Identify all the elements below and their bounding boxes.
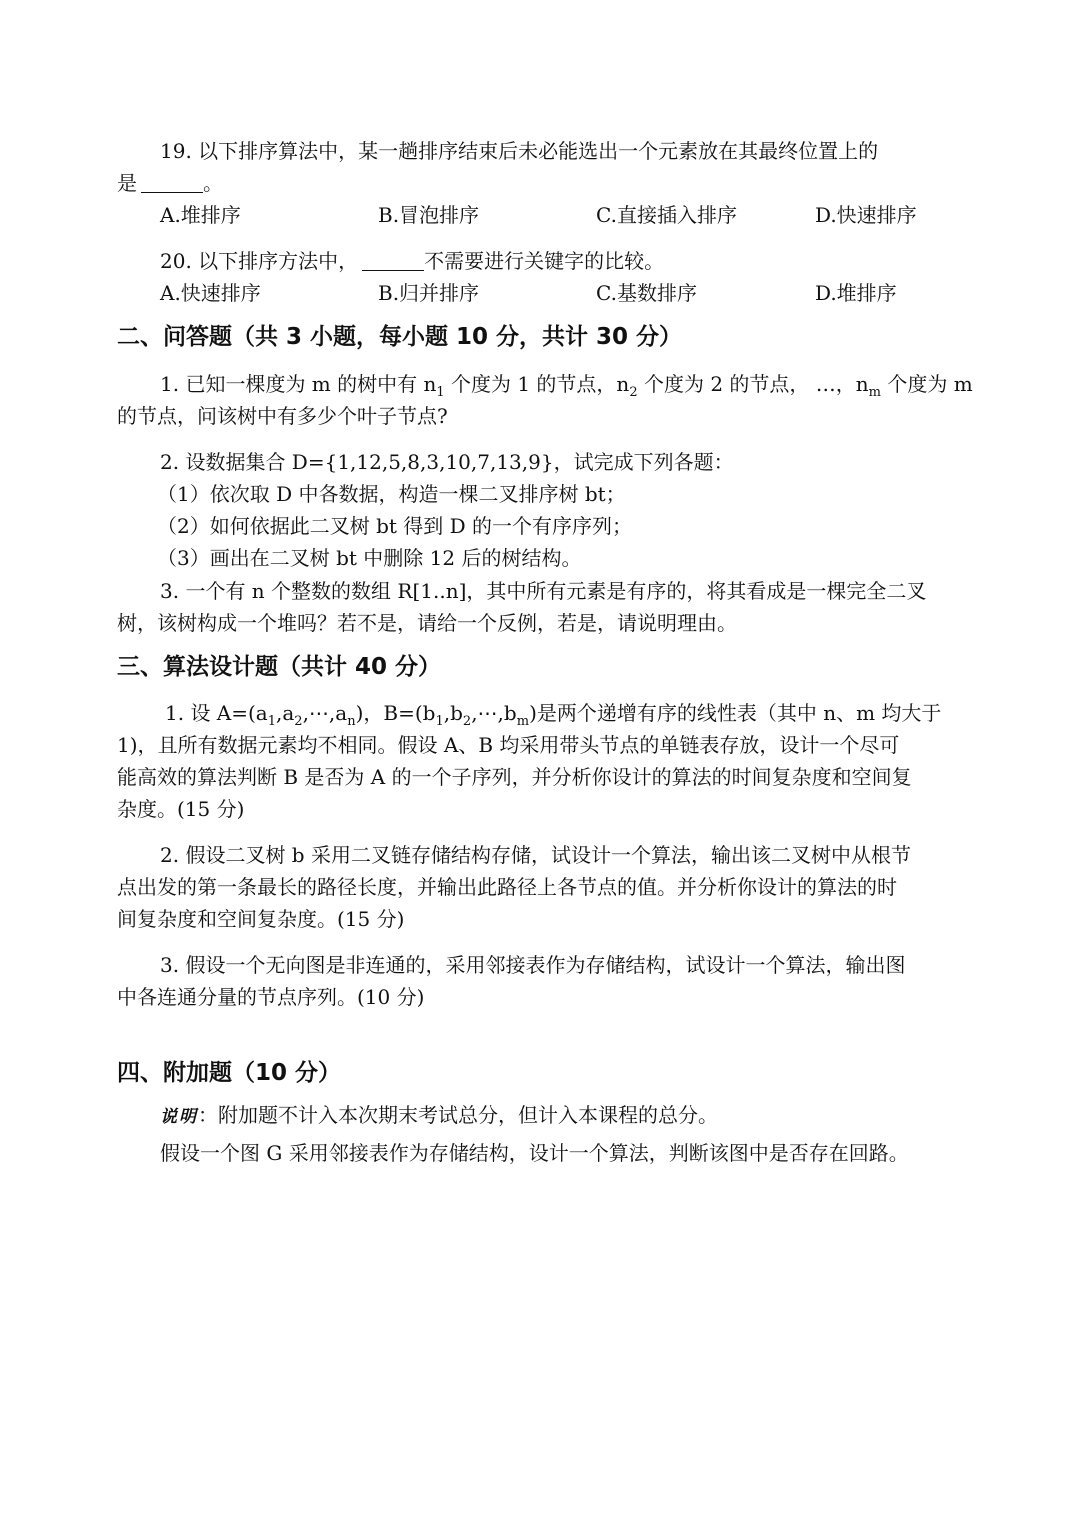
s3-q1-sub-b1: 1 bbox=[435, 714, 444, 729]
s3-q1-sub-a1: 1 bbox=[267, 714, 277, 729]
q20-option-c: C.基数排序 bbox=[596, 281, 697, 305]
s4-note-text: ：附加题不计入本次期末考试总分，但计入本课程的总分。 bbox=[198, 1103, 718, 1127]
q19-option-b: B.冒泡排序 bbox=[378, 203, 480, 227]
s2-q1-sub-1: 1 bbox=[436, 385, 445, 400]
s3-q1-line2: 1)，且所有数据元素均不相同。假设 A、B 均采用带头节点的单链表存放，设计一个尽可 bbox=[117, 733, 900, 757]
q19-prefix: 是 bbox=[117, 171, 137, 195]
q20-option-d: D.堆排序 bbox=[815, 281, 897, 305]
s2-q3-line2: 树，该树构成一个堆吗？若不是，请给一个反例，若是，请说明理由。 bbox=[117, 611, 737, 635]
s3-q1-text-a: 1. 设 A=(a bbox=[165, 701, 268, 725]
s4-note bbox=[160, 1100, 718, 1132]
s3-q1-sub-b2: 2 bbox=[462, 714, 472, 729]
s2-q2-line1: 2. 设数据集合 D={1,12,5,8,3,10,7,13,9}，试完成下列各题： bbox=[160, 450, 734, 474]
section4-heading: 四、附加题（10 分） bbox=[117, 1060, 342, 1086]
q20-prefix: 20. 以下排序方法中， bbox=[160, 249, 359, 273]
s2-q2-sub1: （1）依次取 D 中各数据，构造一棵二叉排序树 bt； bbox=[157, 482, 626, 506]
q20-answer-blank bbox=[362, 250, 424, 271]
s3-q1-text-f: ,⋯,b bbox=[471, 701, 517, 725]
q19-option-c: C.直接插入排序 bbox=[596, 203, 737, 227]
q20-option-b: B.归并排序 bbox=[378, 281, 480, 305]
s3-q1-text-d: )，B=(b bbox=[355, 701, 436, 725]
q20-suffix: 不需要进行关键字的比较。 bbox=[424, 249, 665, 273]
s2-q3-line1: 3. 一个有 n 个整数的数组 R[1..n]，其中所有元素是有序的，将其看成是一棵完全二叉 bbox=[160, 579, 927, 603]
q20-line bbox=[160, 246, 664, 276]
q20-option-a: A.快速排序 bbox=[160, 281, 261, 305]
s3-q1-text-b: ,a bbox=[276, 701, 295, 725]
q19-option-a: A.堆排序 bbox=[160, 203, 241, 227]
s2-q1-text-d: 个度为 m bbox=[880, 372, 973, 396]
s3-q3-line1: 3. 假设一个无向图是非连通的，采用邻接表作为存储结构，试设计一个算法，输出图 bbox=[160, 953, 906, 977]
s2-q1-text-b: 个度为 1 的节点，n bbox=[444, 372, 630, 396]
s2-q2-sub3: （3）画出在二叉树 bt 中删除 12 后的树结构。 bbox=[157, 546, 582, 570]
s3-q3-line2: 中各连通分量的节点序列。(10 分) bbox=[117, 985, 425, 1009]
s3-q1-text-e: ,b bbox=[443, 701, 463, 725]
s3-q1-sub-a2: 2 bbox=[294, 714, 303, 729]
section3-heading: 三、算法设计题（共计 40 分） bbox=[117, 654, 442, 680]
s2-q1-line2: 的节点，问该树中有多少个叶子节点? bbox=[117, 404, 448, 428]
s3-q1-text-g: )是两个递增有序的线性表（其中 n、m 均大于 bbox=[529, 701, 942, 725]
s3-q2-line1: 2. 假设二叉树 b 采用二叉链存储结构存储，试设计一个算法，输出该二叉树中从根节 bbox=[160, 843, 911, 867]
s2-q2-sub2: （2）如何依据此二叉树 bt 得到 D 的一个有序序列； bbox=[157, 514, 633, 538]
s3-q1-line3: 能高效的算法判断 B 是否为 A 的一个子序列，并分析你设计的算法的时间复杂度和空间复 bbox=[117, 765, 912, 789]
s2-q1-sub-2: 2 bbox=[629, 385, 638, 400]
s3-q1-sub-an: n bbox=[347, 714, 356, 729]
s4-question: 假设一个图 G 采用邻接表作为存储结构，设计一个算法，判断该图中是否存在回路。 bbox=[160, 1141, 909, 1165]
s3-q2-line2: 点出发的第一条最长的路径长度，并输出此路径上各节点的值。并分析你设计的算法的时 bbox=[117, 875, 897, 899]
q19-option-d: D.快速排序 bbox=[815, 203, 917, 227]
s3-q2-line3: 间复杂度和空间复杂度。(15 分) bbox=[117, 907, 405, 931]
s4-note-label: 说明 bbox=[160, 1107, 198, 1127]
q19-suffix: 。 bbox=[203, 171, 223, 195]
q19-answer-blank bbox=[141, 172, 203, 193]
section2-heading: 二、问答题（共 3 小题，每小题 10 分，共计 30 分） bbox=[117, 324, 683, 350]
s3-q1-sub-bm: m bbox=[516, 714, 530, 729]
s2-q1-sub-m: m bbox=[868, 385, 881, 400]
q19-line1: 19. 以下排序算法中，某一趟排序结束后未必能选出一个元素放在其最终位置上的 bbox=[160, 139, 879, 163]
q19-line2 bbox=[117, 168, 223, 198]
s3-q1-text-c: ,⋯,a bbox=[302, 701, 348, 725]
s2-q1-text-c: 个度为 2 的节点， …，n bbox=[637, 372, 869, 396]
s3-q1-line4: 杂度。(15 分) bbox=[117, 797, 245, 821]
s2-q1-text-a: 1. 已知一棵度为 m 的树中有 n bbox=[160, 372, 437, 396]
